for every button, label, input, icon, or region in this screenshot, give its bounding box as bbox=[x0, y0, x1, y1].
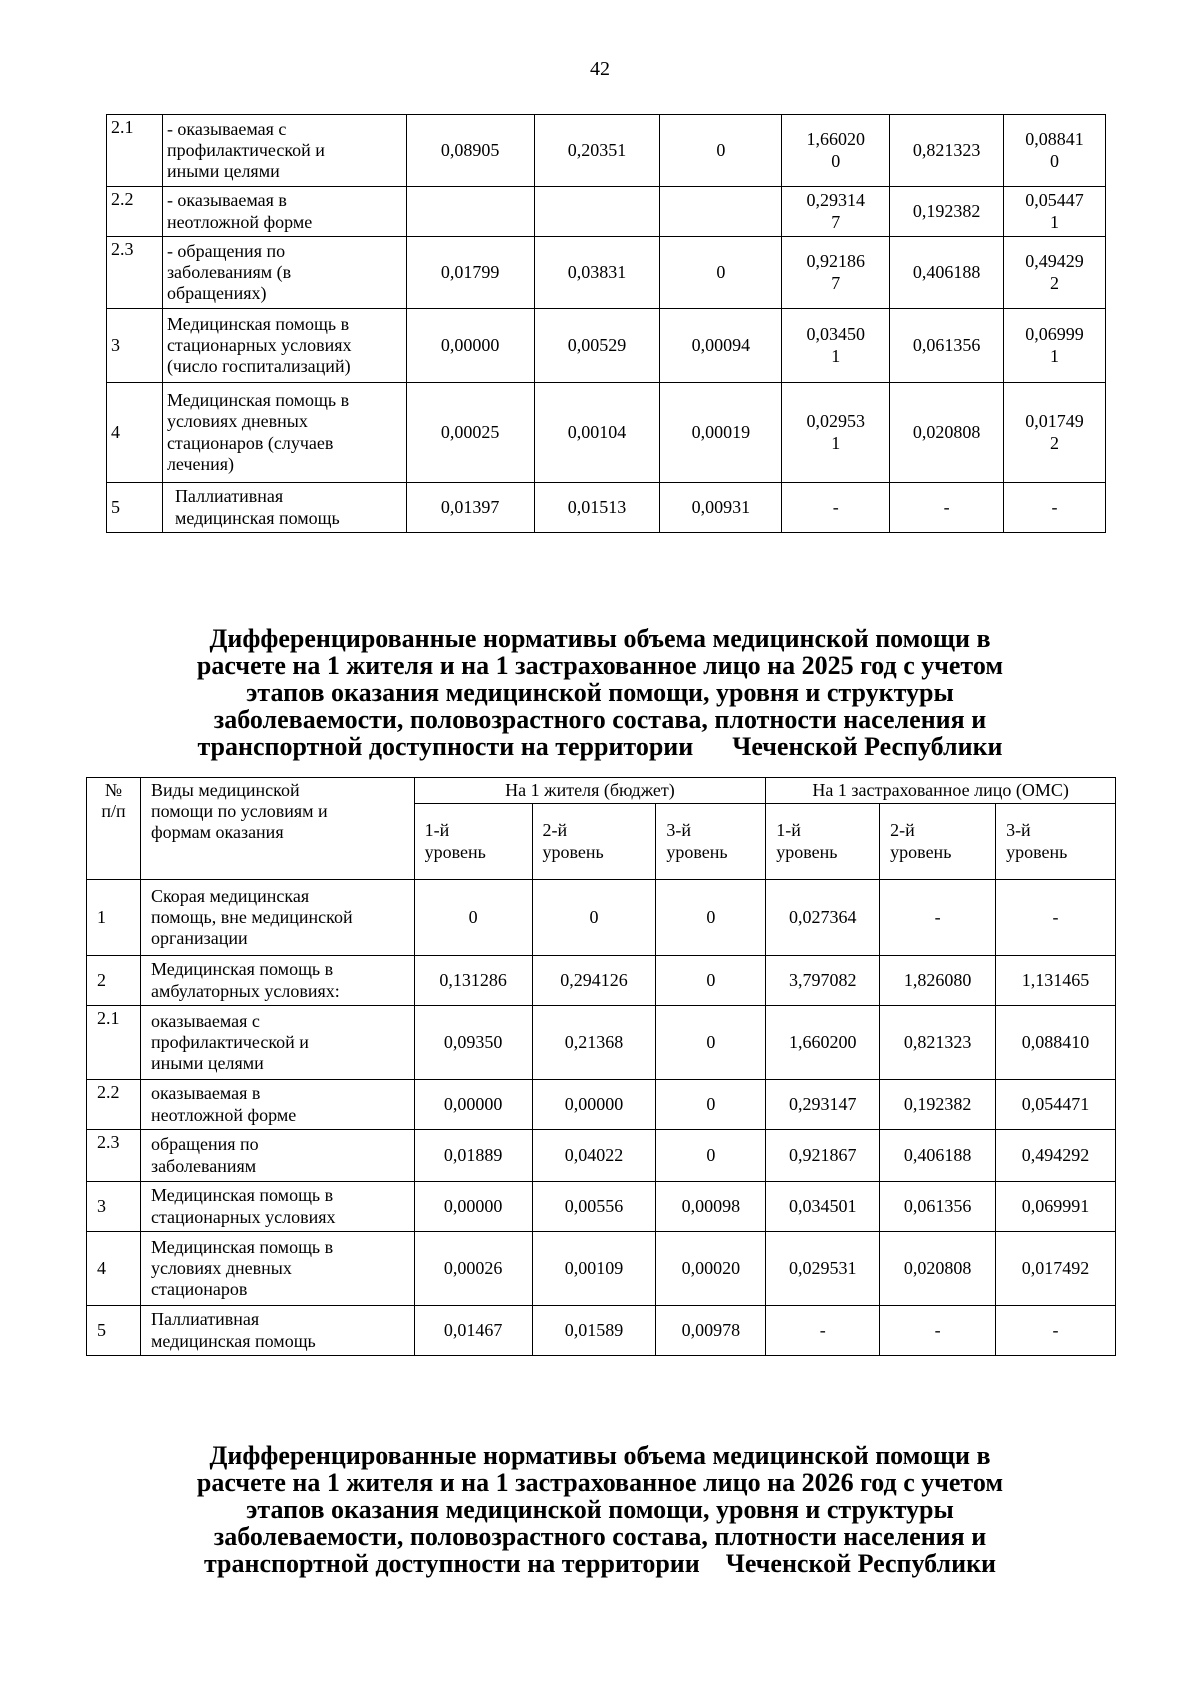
row-value: 0,00000 bbox=[532, 1080, 656, 1130]
row-value: 0,00026 bbox=[414, 1232, 532, 1306]
row-description bbox=[162, 237, 406, 309]
heading-2025-line: Дифференцированные нормативы объема медицинской помощи в bbox=[209, 624, 991, 653]
row-description-line: стационарных условиях bbox=[166, 334, 352, 355]
header-level bbox=[532, 804, 656, 880]
row-value: 0,821323 bbox=[880, 1006, 996, 1080]
row-value: 0,054471 bbox=[996, 1080, 1116, 1130]
row-description-line: иными целями bbox=[166, 161, 280, 182]
row-value: 0,21368 bbox=[532, 1006, 656, 1080]
table-row bbox=[107, 187, 1106, 237]
table-row bbox=[87, 1306, 1116, 1356]
row-description-line: Медицинская помощь в bbox=[166, 313, 350, 334]
row-value: 0 bbox=[660, 115, 782, 187]
table-row bbox=[107, 237, 1106, 309]
row-value bbox=[660, 187, 782, 237]
row-value: 0,03450 1 bbox=[782, 309, 890, 383]
row-value: 0,06999 1 bbox=[1004, 309, 1106, 383]
table-row bbox=[107, 309, 1106, 383]
row-description-line: заболеваниям (в bbox=[166, 261, 292, 282]
row-value: - bbox=[766, 1306, 880, 1356]
table-row bbox=[107, 483, 1106, 533]
row-value: 0,02953 1 bbox=[782, 383, 890, 483]
table-top-continuation bbox=[106, 114, 1106, 533]
row-value: 0,00000 bbox=[414, 1182, 532, 1232]
row-value: 0,00931 bbox=[660, 483, 782, 533]
row-value: 0 bbox=[656, 1130, 766, 1182]
row-value: 0,192382 bbox=[890, 187, 1004, 237]
row-value: 0 bbox=[656, 1080, 766, 1130]
row-number: 3 bbox=[87, 1182, 141, 1232]
header-level bbox=[414, 804, 532, 880]
row-value: 0,29314 7 bbox=[782, 187, 890, 237]
header-level bbox=[880, 804, 996, 880]
row-value: - bbox=[890, 483, 1004, 533]
table-row bbox=[87, 1232, 1116, 1306]
row-value: 0,020808 bbox=[890, 383, 1004, 483]
row-value: 0,01397 bbox=[406, 483, 534, 533]
row-description: оказываемая с профилактической и иными целями bbox=[140, 1006, 414, 1080]
row-value: 0,03831 bbox=[534, 237, 660, 309]
row-number: 2 bbox=[87, 956, 141, 1006]
heading-2026-line: расчете на 1 жителя и на 1 застрахованное лицо на 2026 год с учетом bbox=[196, 1468, 1004, 1497]
row-description bbox=[162, 115, 406, 187]
row-description bbox=[162, 187, 406, 237]
row-value: 0,017492 bbox=[996, 1232, 1116, 1306]
heading-2026-line: заболеваемости, половозрастного состава, плотности населения и bbox=[213, 1522, 987, 1551]
row-number: 2.3 bbox=[87, 1130, 141, 1182]
table-row bbox=[87, 880, 1116, 956]
header-level-text: 2-й уровень bbox=[542, 820, 604, 862]
row-number: 2.2 bbox=[107, 187, 163, 237]
row-number: 5 bbox=[107, 483, 163, 533]
heading-2025-line: этапов оказания медицинской помощи, уровня и структуры bbox=[246, 678, 954, 707]
row-value: 0,00109 bbox=[532, 1232, 656, 1306]
table-row bbox=[87, 1130, 1116, 1182]
header-level-text: 3-й уровень bbox=[1006, 820, 1068, 862]
row-value: 0,131286 bbox=[414, 956, 532, 1006]
row-value: 0,49429 2 bbox=[1004, 237, 1106, 309]
row-value bbox=[406, 187, 534, 237]
row-value: 0,00529 bbox=[534, 309, 660, 383]
header-group-budget: На 1 жителя (бюджет) bbox=[414, 778, 766, 804]
row-value: 0,00556 bbox=[532, 1182, 656, 1232]
header-num bbox=[87, 778, 141, 880]
table-row bbox=[107, 383, 1106, 483]
row-description: Медицинская помощь в амбулаторных условиях: bbox=[140, 956, 414, 1006]
row-value: 0,027364 bbox=[766, 880, 880, 956]
row-value: 0,20351 bbox=[534, 115, 660, 187]
header-level bbox=[996, 804, 1116, 880]
header-level bbox=[766, 804, 880, 880]
header-level-text: 1-й уровень bbox=[776, 820, 838, 862]
row-description: оказываемая в неотложной форме bbox=[140, 1080, 414, 1130]
row-value: 0,01799 bbox=[406, 237, 534, 309]
row-description bbox=[162, 309, 406, 383]
header-level-text: 2-й уровень bbox=[890, 820, 952, 862]
row-number: 4 bbox=[107, 383, 163, 483]
row-description-line: Паллиативная bbox=[174, 486, 284, 507]
table-row bbox=[107, 115, 1106, 187]
row-value: 0,821323 bbox=[890, 115, 1004, 187]
row-description-line: лечения) bbox=[166, 453, 235, 474]
row-value: - bbox=[880, 880, 996, 956]
row-value: 0 bbox=[660, 237, 782, 309]
table-row bbox=[87, 956, 1116, 1006]
row-value: 0,08905 bbox=[406, 115, 534, 187]
row-value: 0,088410 bbox=[996, 1006, 1116, 1080]
table-2025 bbox=[86, 777, 1116, 1356]
header-level bbox=[656, 804, 766, 880]
heading-2026-line: транспортной доступности на территории Чеченской Республики bbox=[203, 1549, 997, 1578]
row-value: - bbox=[996, 1306, 1116, 1356]
row-description: Медицинская помощь в условиях дневных стационаров bbox=[140, 1232, 414, 1306]
row-value: 0 bbox=[656, 956, 766, 1006]
row-value: 0,09350 bbox=[414, 1006, 532, 1080]
row-description-line: условиях дневных bbox=[166, 411, 308, 432]
row-number: 2.3 bbox=[107, 237, 163, 309]
row-number: 2.1 bbox=[107, 115, 163, 187]
row-value: 0 bbox=[656, 1006, 766, 1080]
row-value: 0,029531 bbox=[766, 1232, 880, 1306]
row-value: - bbox=[996, 880, 1116, 956]
row-value: 0,00098 bbox=[656, 1182, 766, 1232]
row-value: 0,020808 bbox=[880, 1232, 996, 1306]
row-description-line: (число госпитализаций) bbox=[166, 356, 351, 377]
table-row bbox=[87, 1182, 1116, 1232]
row-value: 0,01749 2 bbox=[1004, 383, 1106, 483]
row-value: 0,921867 bbox=[766, 1130, 880, 1182]
row-description-line: - оказываемая с bbox=[166, 118, 287, 139]
header-kind-text: Виды медицинской помощи по условиям и формам оказания bbox=[150, 780, 328, 843]
row-value: 3,797082 bbox=[766, 956, 880, 1006]
row-value: 0,04022 bbox=[532, 1130, 656, 1182]
row-value: 1,660200 bbox=[766, 1006, 880, 1080]
row-value: 0,01467 bbox=[414, 1306, 532, 1356]
row-value: 0,00000 bbox=[414, 1080, 532, 1130]
row-value: 0,01513 bbox=[534, 483, 660, 533]
row-number: 2.1 bbox=[87, 1006, 141, 1080]
table-row bbox=[87, 1006, 1116, 1080]
row-value: 0,00978 bbox=[656, 1306, 766, 1356]
row-value: 0,294126 bbox=[532, 956, 656, 1006]
row-value: 0,92186 7 bbox=[782, 237, 890, 309]
row-value: - bbox=[880, 1306, 996, 1356]
row-value: 0,192382 bbox=[880, 1080, 996, 1130]
row-description-line: неотложной форме bbox=[166, 211, 313, 232]
row-value: 0,00019 bbox=[660, 383, 782, 483]
row-value: 0,01889 bbox=[414, 1130, 532, 1182]
header-group-oms: На 1 застрахованное лицо (ОМС) bbox=[766, 778, 1116, 804]
row-description bbox=[162, 383, 406, 483]
heading-2025-line: расчете на 1 жителя и на 1 застрахованное лицо на 2025 год с учетом bbox=[196, 651, 1004, 680]
row-description-line: профилактической и bbox=[166, 139, 325, 160]
row-value: - bbox=[782, 483, 890, 533]
row-value: 0,00094 bbox=[660, 309, 782, 383]
row-description-line: Медицинская помощь в bbox=[166, 390, 350, 411]
row-description-line: обращениях) bbox=[166, 283, 267, 304]
row-value bbox=[534, 187, 660, 237]
row-number: 1 bbox=[87, 880, 141, 956]
row-description: обращения по заболеваниям bbox=[140, 1130, 414, 1182]
row-value: 0 bbox=[656, 880, 766, 956]
row-value: 0,494292 bbox=[996, 1130, 1116, 1182]
row-description: Медицинская помощь в стационарных условиях bbox=[140, 1182, 414, 1232]
row-value: 0 bbox=[414, 880, 532, 956]
row-description bbox=[162, 483, 406, 533]
header-level-text: 3-й уровень bbox=[666, 820, 728, 862]
heading-2026 bbox=[0, 1442, 1200, 1577]
row-value: 0,08841 0 bbox=[1004, 115, 1106, 187]
row-value: 0,05447 1 bbox=[1004, 187, 1106, 237]
heading-2026-line: этапов оказания медицинской помощи, уровня и структуры bbox=[246, 1495, 954, 1524]
row-value: 0,00020 bbox=[656, 1232, 766, 1306]
row-number: 2.2 bbox=[87, 1080, 141, 1130]
row-value: 0,034501 bbox=[766, 1182, 880, 1232]
row-number: 4 bbox=[87, 1232, 141, 1306]
row-description-line: - оказываемая в bbox=[166, 190, 287, 211]
row-value: 0,406188 bbox=[890, 237, 1004, 309]
row-value: 0,00000 bbox=[406, 309, 534, 383]
header-num-text: № п/п bbox=[101, 780, 126, 822]
header-level-text: 1-й уровень bbox=[424, 820, 486, 862]
row-description-line: стационаров (случаев bbox=[166, 432, 334, 453]
row-value: 0,061356 bbox=[880, 1182, 996, 1232]
row-value: 0,00104 bbox=[534, 383, 660, 483]
table-row bbox=[87, 1080, 1116, 1130]
row-number: 5 bbox=[87, 1306, 141, 1356]
row-value: 0,00025 bbox=[406, 383, 534, 483]
row-value: 0,061356 bbox=[890, 309, 1004, 383]
row-description: Паллиативная медицинская помощь bbox=[140, 1306, 414, 1356]
row-value: 1,66020 0 bbox=[782, 115, 890, 187]
row-value: 0,01589 bbox=[532, 1306, 656, 1356]
row-value: - bbox=[1004, 483, 1106, 533]
row-value: 1,131465 bbox=[996, 956, 1116, 1006]
page-number: 42 bbox=[590, 58, 610, 80]
row-number: 3 bbox=[107, 309, 163, 383]
row-value: 0 bbox=[532, 880, 656, 956]
heading-2025 bbox=[0, 625, 1200, 760]
row-value: 0,406188 bbox=[880, 1130, 996, 1182]
heading-2025-line: заболеваемости, половозрастного состава, плотности населения и bbox=[213, 705, 987, 734]
row-value: 0,069991 bbox=[996, 1182, 1116, 1232]
heading-2025-line: транспортной доступности на территории Чеченской Республики bbox=[197, 732, 1003, 761]
row-value: 0,293147 bbox=[766, 1080, 880, 1130]
header-kind bbox=[140, 778, 414, 880]
row-description-line: медицинская помощь bbox=[174, 507, 340, 528]
row-value: 1,826080 bbox=[880, 956, 996, 1006]
row-description-line: - обращения по bbox=[166, 240, 286, 261]
heading-2026-line: Дифференцированные нормативы объема медицинской помощи в bbox=[209, 1441, 991, 1470]
row-description: Скорая медицинская помощь, вне медицинской организации bbox=[140, 880, 414, 956]
